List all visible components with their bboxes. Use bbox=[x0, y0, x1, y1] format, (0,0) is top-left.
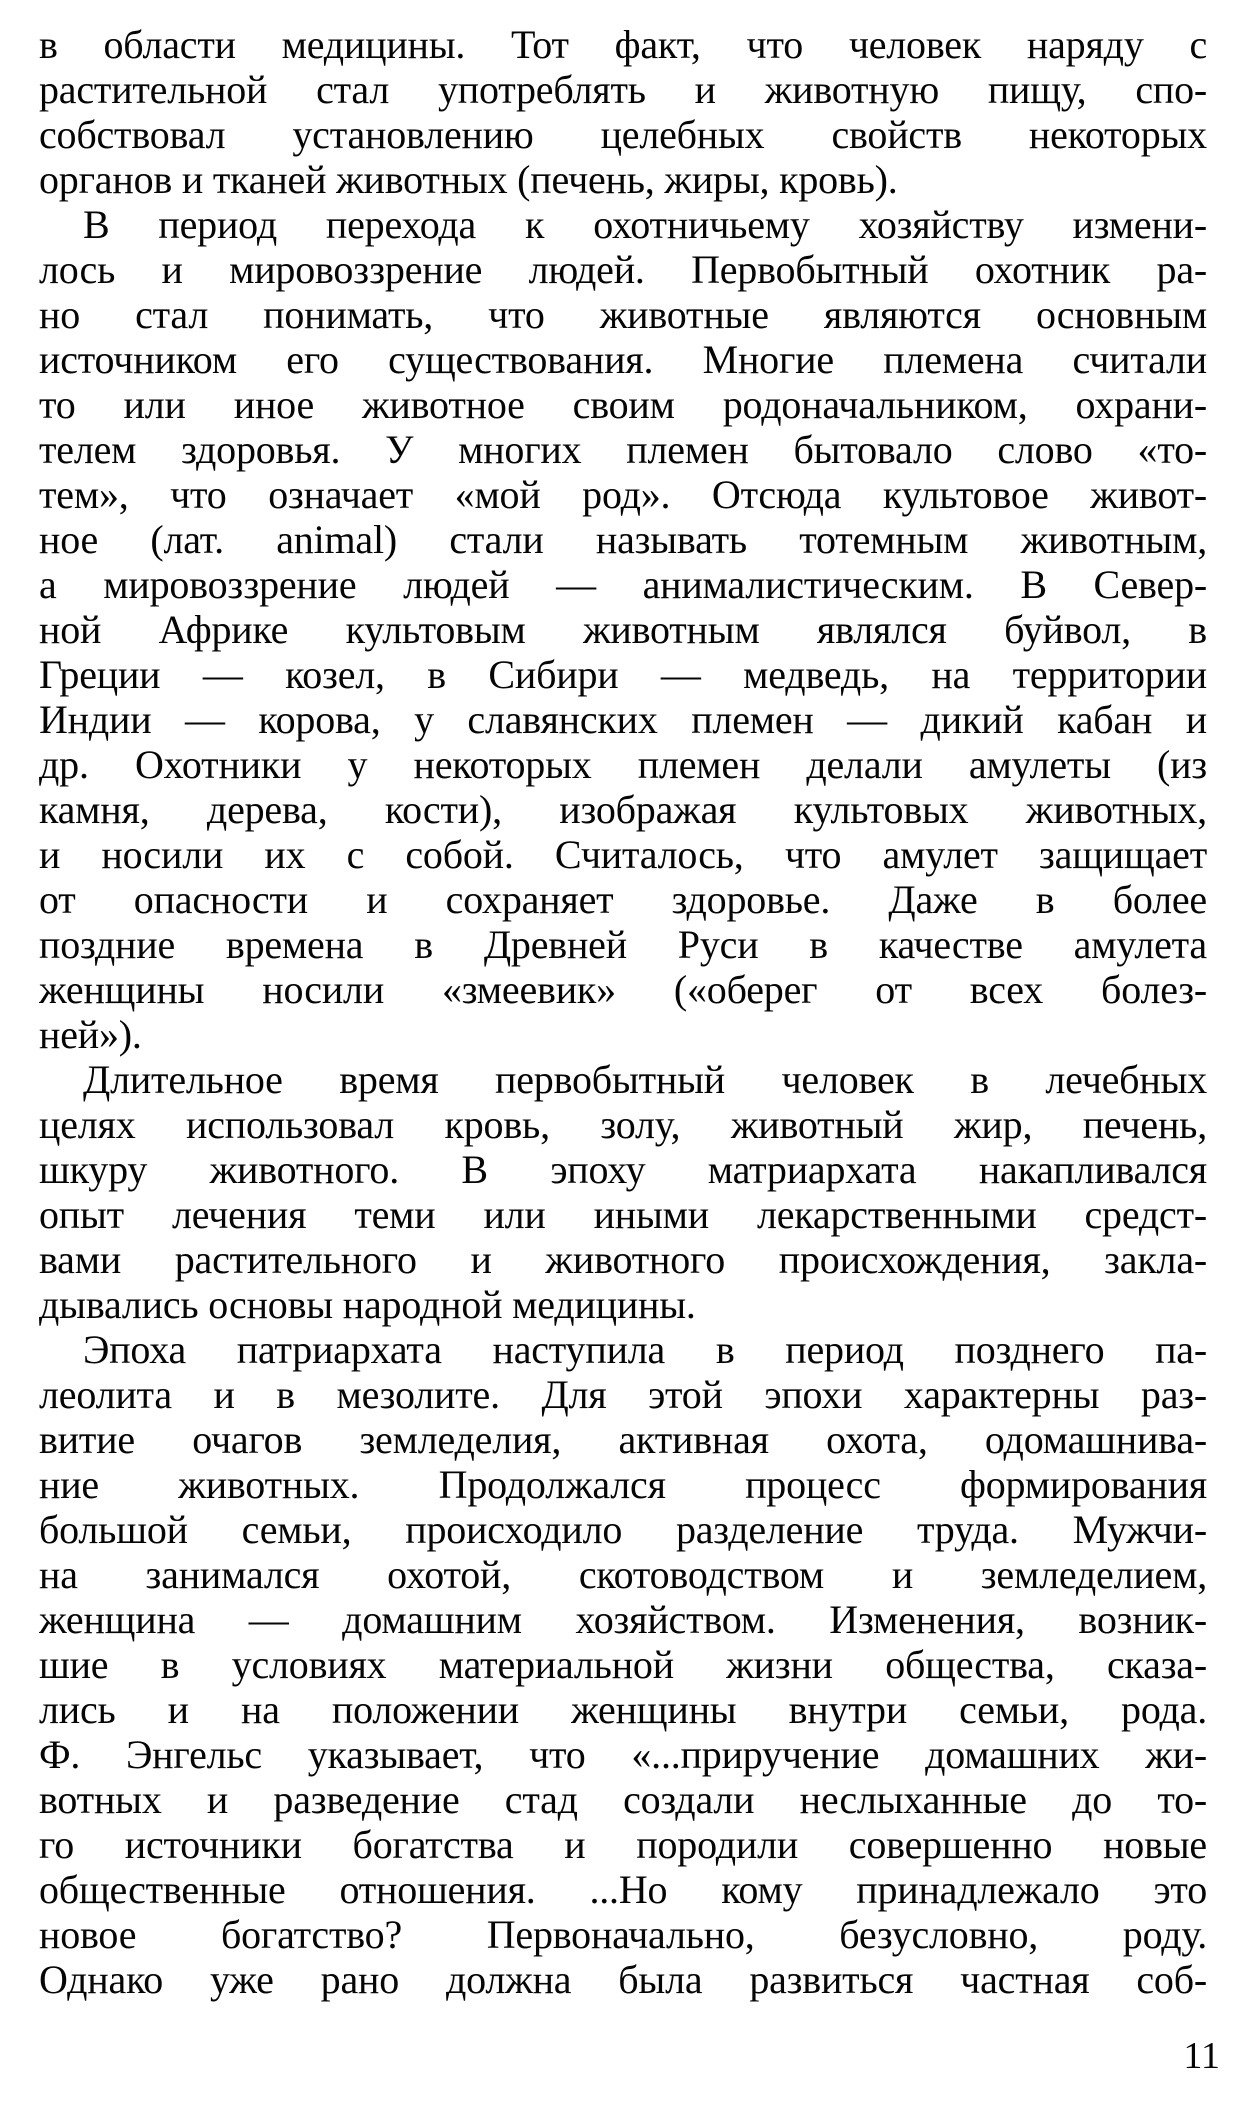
text-line: Греции — козел, в Сибири — медведь, на территории bbox=[39, 652, 1207, 697]
text-line: ное (лат. animal) стали называть тотемным животным, bbox=[39, 517, 1207, 562]
text-line: телем здоровья. У многих племен бытовало слово «то- bbox=[39, 427, 1207, 472]
text-line: лись и на положении женщины внутри семьи, рода. bbox=[39, 1687, 1207, 1732]
text-line: витие очагов земледелия, активная охота, одомашнива- bbox=[39, 1417, 1207, 1462]
body-text bbox=[39, 22, 1207, 2002]
paragraph bbox=[39, 202, 1207, 1057]
text-line: Однако уже рано должна была развиться частная соб- bbox=[39, 1957, 1207, 2002]
text-line: целях использовал кровь, золу, животный жир, печень, bbox=[39, 1102, 1207, 1147]
text-line: женщина — домашним хозяйством. Изменения, возник- bbox=[39, 1597, 1207, 1642]
text-line: камня, дерева, кости), изображая культовых животных, bbox=[39, 787, 1207, 832]
text-line: Длительное время первобытный человек в лечебных bbox=[83, 1057, 1207, 1102]
text-line: В период перехода к охотничьему хозяйству измени- bbox=[83, 202, 1207, 247]
text-line: Ф. Энгельс указывает, что «...приручение домашних жи- bbox=[39, 1732, 1207, 1777]
text-line: Эпоха патриархата наступила в период позднего па- bbox=[83, 1327, 1207, 1372]
text-line: растительной стал употреблять и животную пищу, спо- bbox=[39, 67, 1207, 112]
text-line: женщины носили «змеевик» («оберег от всех болез- bbox=[39, 967, 1207, 1012]
paragraph bbox=[39, 1057, 1207, 1327]
text-line: источником его существования. Многие племена считали bbox=[39, 337, 1207, 382]
text-line: Индии — корова, у славянских племен — дикий кабан и bbox=[39, 697, 1207, 742]
text-line: то или иное животное своим родоначальником, охрани- bbox=[39, 382, 1207, 427]
paragraph bbox=[39, 1327, 1207, 2002]
text-line: дывались основы народной медицины. bbox=[39, 1282, 696, 1327]
text-line: собствовал установлению целебных свойств некоторых bbox=[39, 112, 1207, 157]
text-line: леолита и в мезолите. Для этой эпохи характерны раз- bbox=[39, 1372, 1207, 1417]
text-line: лось и мировоззрение людей. Первобытный охотник ра- bbox=[39, 247, 1207, 292]
text-line: тем», что означает «мой род». Отсюда культовое живот- bbox=[39, 472, 1207, 517]
text-line: шие в условиях материальной жизни общества, сказа- bbox=[39, 1642, 1207, 1687]
text-line: от опасности и сохраняет здоровье. Даже в более bbox=[39, 877, 1207, 922]
page-number: 11 bbox=[1183, 2035, 1220, 2077]
text-line: вами растительного и животного происхождения, закла- bbox=[39, 1237, 1207, 1282]
text-line: поздние времена в Древней Руси в качестве амулета bbox=[39, 922, 1207, 967]
text-line: и носили их с собой. Считалось, что амулет защищает bbox=[39, 832, 1207, 877]
text-line: большой семьи, происходило разделение труда. Мужчи- bbox=[39, 1507, 1207, 1552]
text-line: ной Африке культовым животным являлся буйвол, в bbox=[39, 607, 1207, 652]
text-line: ние животных. Продолжался процесс формирования bbox=[39, 1462, 1207, 1507]
text-line: а мировоззрение людей — анималистическим. В Север- bbox=[39, 562, 1207, 607]
text-line: шкуру животного. В эпоху матриархата накапливался bbox=[39, 1147, 1207, 1192]
text-line: в области медицины. Тот факт, что человек наряду с bbox=[39, 22, 1207, 67]
text-line: ней»). bbox=[39, 1012, 142, 1057]
text-line: го источники богатства и породили совершенно новые bbox=[39, 1822, 1207, 1867]
text-line: органов и тканей животных (печень, жиры, кровь). bbox=[39, 157, 898, 202]
text-line: вотных и разведение стад создали неслыханные до то- bbox=[39, 1777, 1207, 1822]
paragraph bbox=[39, 22, 1207, 202]
text-line: новое богатство? Первоначально, безусловно, роду. bbox=[39, 1912, 1207, 1957]
text-line: на занимался охотой, скотоводством и земледелием, bbox=[39, 1552, 1207, 1597]
text-line: опыт лечения теми или иными лекарственными средст- bbox=[39, 1192, 1207, 1237]
text-line: общественные отношения. ...Но кому принадлежало это bbox=[39, 1867, 1207, 1912]
text-line: но стал понимать, что животные являются основным bbox=[39, 292, 1207, 337]
text-line: др. Охотники у некоторых племен делали амулеты (из bbox=[39, 742, 1207, 787]
